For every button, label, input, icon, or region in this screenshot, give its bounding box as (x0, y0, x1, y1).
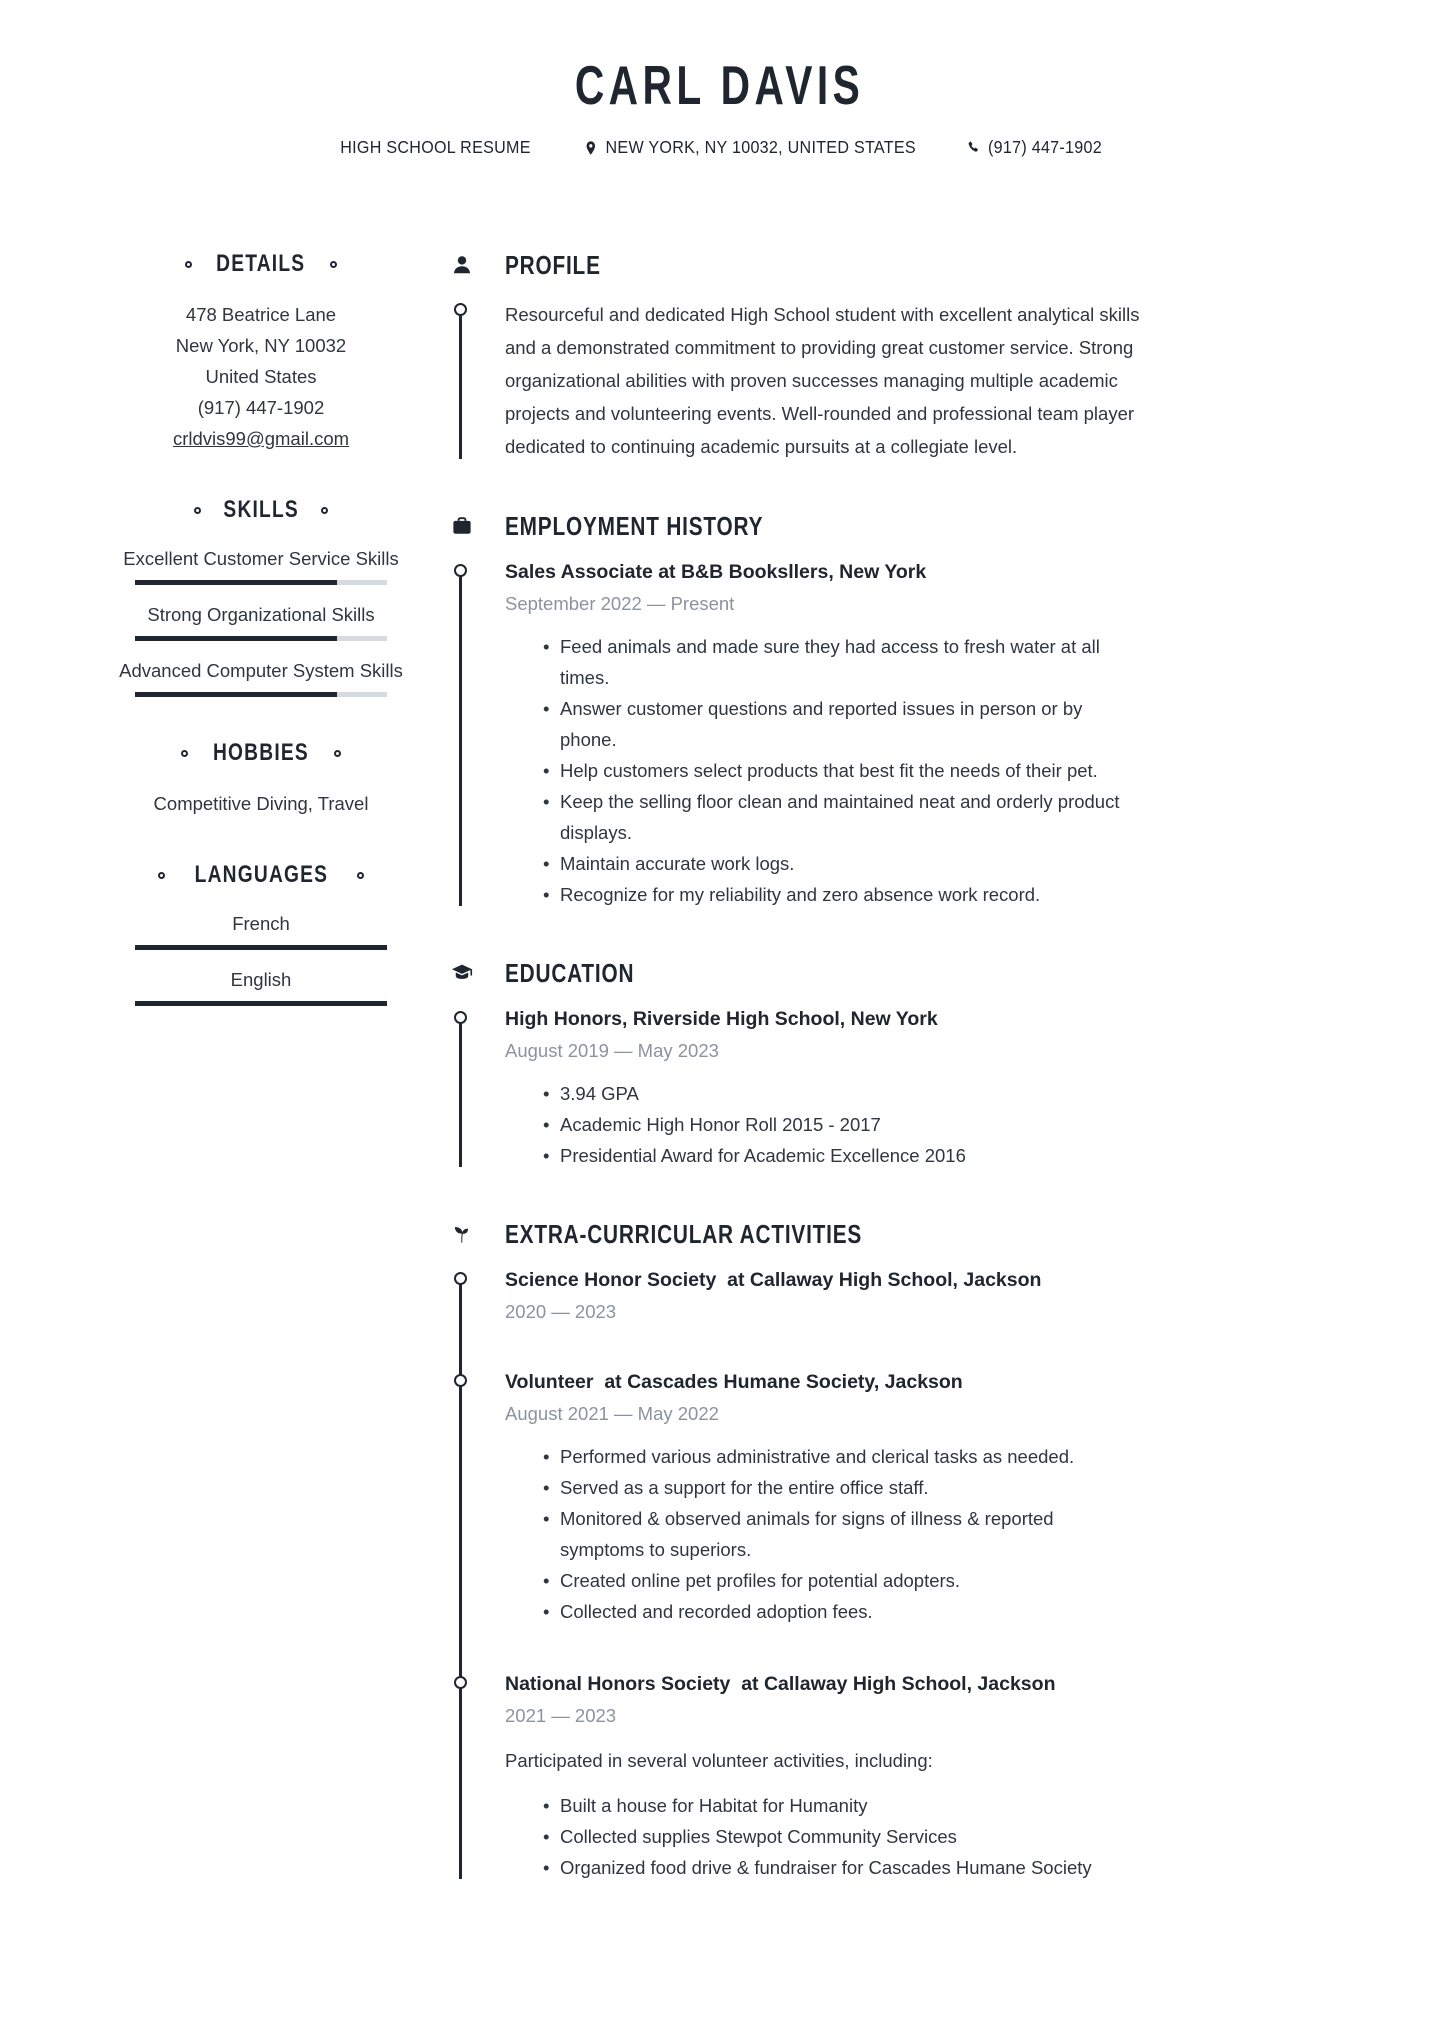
language-item-bar-fill (135, 945, 387, 950)
email-link[interactable]: crldvis99@gmail.com (172, 428, 350, 449)
details-heading (96, 250, 426, 278)
entry (505, 1369, 1140, 1627)
bullet-item: • 3.94 GPA (560, 1078, 1140, 1109)
entry (505, 1671, 1140, 1883)
header-location (583, 137, 915, 158)
entry (505, 559, 1140, 910)
skill-item (96, 545, 426, 585)
entry-date: August 2021 — May 2022 (505, 1403, 719, 1424)
bullet-item: • Collected and recorded adoption fees. (560, 1596, 1140, 1627)
skills-heading (96, 496, 426, 524)
extracurricular-section (440, 1219, 1140, 1883)
skill-item-label: Excellent Customer Service Skills (123, 548, 399, 569)
extracurricular-entries (440, 1267, 1140, 1883)
bullet-item: • Organized food drive & fundraiser for Cascades Humane Society (560, 1852, 1140, 1883)
bullet-list (505, 1790, 1140, 1883)
language-item-label: English (230, 969, 292, 990)
details-lines (96, 299, 426, 454)
bullet-item: • Academic High Honor Roll 2015 - 2017 (560, 1109, 1140, 1140)
bullet-list (505, 1078, 1140, 1171)
content-columns (0, 250, 1440, 1931)
address-line: United States (205, 366, 317, 387)
location-pin-icon (583, 140, 598, 156)
bullet-item: • Maintain accurate work logs. (560, 848, 1140, 879)
sidebar (96, 250, 426, 1048)
languages-title: LANGUAGES (194, 861, 328, 888)
details-section (96, 250, 426, 454)
header-phone (966, 137, 1102, 158)
ring-dot-icon (181, 750, 188, 757)
profile-title: PROFILE (505, 250, 601, 280)
entry-intro: Participated in several volunteer activities, including: (505, 1750, 933, 1771)
skill-item-label: Strong Organizational Skills (147, 604, 375, 625)
extracurricular-heading-row (440, 1219, 1140, 1249)
skill-item-bar-fill (135, 580, 337, 585)
hobbies-text: Competitive Diving, Travel (153, 793, 369, 814)
address-line: 478 Beatrice Lane (185, 304, 337, 325)
language-item (96, 910, 426, 950)
language-item-bar (135, 1001, 387, 1006)
bullet-item: • Keep the selling floor clean and maintained neat and orderly product displays. (560, 786, 1140, 848)
bullet-item: • Answer customer questions and reported issues in person or by phone. (560, 693, 1140, 755)
hobbies-heading (96, 739, 426, 767)
entry-title: Volunteer at Cascades Humane Society, Jackson (505, 1371, 963, 1393)
entry-title: High Honors, Riverside High School, New York (505, 1008, 938, 1030)
bullet-item: • Performed various administrative and clerical tasks as needed. (560, 1441, 1140, 1472)
resume-type-text: HIGH SCHOOL RESUME (340, 137, 531, 157)
hobbies-section (96, 739, 426, 819)
address-line: (917) 447-1902 (197, 397, 325, 418)
education-section (440, 958, 1140, 1171)
education-entries (440, 1006, 1140, 1171)
bullet-item: • Recognize for my reliability and zero absence work record. (560, 879, 1140, 910)
languages-section (96, 861, 426, 1006)
employment-heading-row (440, 511, 1140, 541)
bullet-item: • Monitored & observed animals for signs of illness & reported symptoms to superiors. (560, 1503, 1140, 1565)
resume-header (0, 0, 1440, 158)
education-title: EDUCATION (505, 958, 635, 988)
profile-text: Resourceful and dedicated High School student with excellent analytical skills and a demonstrated commitment to providing great customer service. Strong organizational abilities with proven successes managing multiple academic projects and volunteering events. Well-rounded and professional team player dedicated to continuing academic pursuits at a collegiate level. (505, 304, 1140, 457)
entry-title: National Honors Society at Callaway High School, Jackson (505, 1673, 1056, 1695)
bullet-item: • Built a house for Habitat for Humanity (560, 1790, 1140, 1821)
entry (505, 1267, 1140, 1325)
skill-item-bar-fill (135, 636, 337, 641)
skill-item-bar-fill (135, 692, 337, 697)
profile-entry (505, 298, 1140, 463)
main-column (440, 250, 1140, 1931)
bullet-item: • Feed animals and made sure they had access to fresh water at all times. (560, 631, 1140, 693)
sprout-icon (451, 1223, 473, 1245)
skills-list (96, 545, 426, 697)
ring-dot-icon (185, 261, 192, 268)
ring-dot-icon (158, 872, 165, 879)
ring-dot-icon (330, 261, 337, 268)
ring-dot-icon (357, 872, 364, 879)
skill-item (96, 601, 426, 641)
resume-type-label (340, 137, 530, 158)
details-title: DETAILS (216, 250, 306, 277)
skills-section (96, 496, 426, 697)
education-heading-row (440, 958, 1140, 988)
skill-item-label: Advanced Computer System Skills (119, 660, 403, 681)
language-item-bar (135, 945, 387, 950)
language-item-label: French (232, 913, 290, 934)
languages-list (96, 910, 426, 1006)
bullet-item: • Served as a support for the entire office staff. (560, 1472, 1140, 1503)
skill-item-bar (135, 692, 387, 697)
bullet-item: • Help customers select products that best fit the needs of their pet. (560, 755, 1140, 786)
ring-dot-icon (334, 750, 341, 757)
skill-item (96, 657, 426, 697)
language-item-bar-fill (135, 1001, 387, 1006)
bullet-list (505, 631, 1140, 910)
profile-section (440, 250, 1140, 463)
ring-dot-icon (321, 507, 328, 514)
entry (505, 1006, 1140, 1171)
location-text: NEW YORK, NY 10032, UNITED STATES (605, 137, 916, 157)
profile-body (440, 298, 1140, 463)
entry-date: August 2019 — May 2023 (505, 1040, 719, 1061)
employment-section (440, 511, 1140, 910)
person-icon (451, 254, 473, 276)
skill-item-bar (135, 580, 387, 585)
phone-text: (917) 447-1902 (988, 137, 1103, 157)
profile-heading-row (440, 250, 1140, 280)
contact-bar (0, 137, 1440, 158)
extracurricular-title: EXTRA-CURRICULAR ACTIVITIES (505, 1219, 863, 1249)
phone-icon (966, 140, 981, 156)
entry-title: Sales Associate at B&B Booksllers, New York (505, 561, 927, 583)
entry-date: 2020 — 2023 (505, 1301, 617, 1322)
briefcase-icon (451, 515, 473, 537)
graduation-cap-icon (451, 962, 473, 984)
hobbies-title: HOBBIES (213, 739, 309, 766)
bullet-item: • Presidential Award for Academic Excellence 2016 (560, 1140, 1140, 1171)
entry-date: 2021 — 2023 (505, 1705, 617, 1726)
ring-dot-icon (194, 507, 201, 514)
language-item (96, 966, 426, 1006)
skill-item-bar (135, 636, 387, 641)
bullet-list (505, 1441, 1140, 1627)
bullet-item: • Created online pet profiles for potential adopters. (560, 1565, 1140, 1596)
skills-title: SKILLS (223, 496, 299, 523)
entry-date: September 2022 — Present (505, 593, 735, 614)
entry-title: Science Honor Society at Callaway High School, Jackson (505, 1269, 1042, 1291)
employment-title: EMPLOYMENT HISTORY (505, 511, 764, 541)
page-title: CARL DAVIS (575, 54, 865, 116)
address-line: New York, NY 10032 (175, 335, 347, 356)
languages-heading (96, 861, 426, 889)
bullet-item: • Collected supplies Stewpot Community Services (560, 1821, 1140, 1852)
employment-entries (440, 559, 1140, 910)
